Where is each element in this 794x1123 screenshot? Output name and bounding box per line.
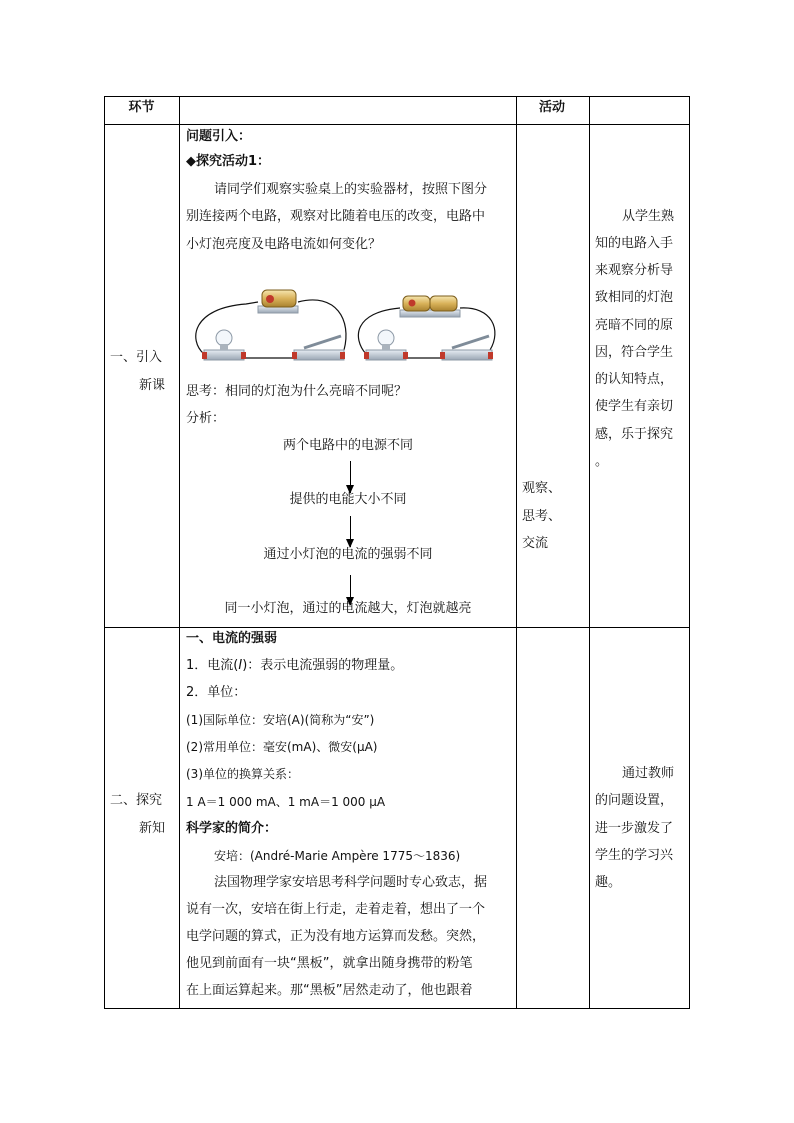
flow-step-3: 通过小灯泡的电流的强弱不同 <box>263 547 433 562</box>
switch-icon <box>452 336 489 348</box>
row2-intent-line2: 的问题设置， <box>595 793 674 808</box>
header-activity: 活动 <box>538 100 565 115</box>
col-divider-2 <box>516 97 517 1008</box>
circuit-one <box>196 290 346 360</box>
row2-line-conversion-label: (3)单位的换算关系： <box>186 767 299 781</box>
row2-line-conversion: 1 A＝1 000 mA、1 mA＝1 000 μA <box>186 795 386 809</box>
bulb-icon <box>216 330 232 346</box>
row1-para-line1: 请同学们观察实验桌上的实验器材，按照下图分 <box>214 182 488 197</box>
row1-analysis-label: 分析： <box>186 411 226 426</box>
row1-para-line2: 别连接两个电路，观察对比随着电压的改变，电路中 <box>186 209 486 224</box>
header-stage: 环节 <box>128 100 155 115</box>
row2-intent-line3: 进一步激发了 <box>595 821 674 836</box>
row1-activity-line3: 交流 <box>522 536 549 551</box>
row2-line-current <box>186 657 403 675</box>
circuit-diagrams <box>186 280 506 372</box>
circuit-two <box>358 296 495 360</box>
row2-heading: 一、电流的强弱 <box>186 631 278 646</box>
row1-intent-line9: 感，乐于探究 <box>595 427 674 442</box>
row2-story-line3: 电学问题的算式，正为没有地方运算而发愁。突然， <box>186 929 486 944</box>
row-divider <box>105 627 689 628</box>
row2-line-si-unit: (1)国际单位：安培(A)(简称为“安”) <box>186 713 375 727</box>
row1-stage-line2: 新课 <box>139 378 166 393</box>
row1-activity-line1: 观察、 <box>522 481 562 496</box>
flow-step-4: 同一小灯泡，通过的电流越大，灯泡就越亮 <box>224 601 472 616</box>
row1-activity-heading: ◆探究活动1： <box>186 154 271 169</box>
row2-stage-line1: 二、探究 <box>110 793 163 808</box>
row2-story-line5: 在上面运算起来。那“黑板”居然走动了，他也跟着 <box>186 983 473 998</box>
row2-story-line4: 他见到前面有一块“黑板”，就拿出随身携带的粉笔 <box>186 956 473 971</box>
row2-line-common-unit: (2)常用单位：毫安(mA)、微安(μA) <box>186 740 378 754</box>
row1-intent-line2: 知的电路入手 <box>595 236 674 251</box>
battery-icon <box>430 296 457 311</box>
row1-intent-line10: 。 <box>595 454 609 469</box>
row2-stage-line2: 新知 <box>139 821 166 836</box>
row1-intent-line8: 使学生有亲切 <box>595 399 674 414</box>
battery-icon <box>403 296 430 311</box>
row1-intent-line6: 因，符合学生 <box>595 345 674 360</box>
row1-intent-line5: 亮暗不同的原 <box>595 318 674 333</box>
row1-question: 思考：相同的灯泡为什么亮暗不同呢？ <box>186 384 408 399</box>
row2-scientist-name: 安培：(André-Marie Ampère 1775～1836) <box>214 849 461 863</box>
row1-stage-line1: 一、引入 <box>110 350 163 365</box>
down-arrow-icon <box>350 461 351 493</box>
row2-line-units: 2．单位： <box>186 685 247 700</box>
col-divider-3 <box>589 97 590 1008</box>
row2-intent-line4: 学生的学习兴 <box>595 848 674 863</box>
header-divider <box>105 124 689 125</box>
row2-intent-line1: 通过教师 <box>622 766 675 781</box>
row2-intent-line5: 趣。 <box>595 875 622 890</box>
flow-step-2: 提供的电能大小不同 <box>289 492 407 507</box>
row2-scientist-heading: 科学家的简介： <box>186 821 278 836</box>
row1-title: 问题引入： <box>186 129 252 144</box>
row1-intent-line7: 的认知特点， <box>595 372 674 387</box>
row1-intent-line4: 致相同的灯泡 <box>595 290 674 305</box>
current-symbol: I <box>238 658 243 673</box>
row2-story-line1: 法国物理学家安培思考科学问题时专心致志，据 <box>214 875 488 890</box>
row1-activity-line2: 思考、 <box>522 509 562 524</box>
current-def-text: )：表示电流强弱的物理量。 <box>242 658 404 673</box>
current-def-prefix: 1．电流( <box>186 658 239 673</box>
bulb-icon <box>378 330 394 346</box>
row1-para-line3: 小灯泡亮度及电路电流如何变化？ <box>186 237 382 252</box>
down-arrow-icon <box>350 516 351 547</box>
switch-icon <box>304 336 341 348</box>
row1-intent-line3: 来观察分析导 <box>595 263 674 278</box>
row2-story-line2: 说有一次，安培在街上行走，走着走着，想出了一个 <box>186 902 486 917</box>
flow-step-1: 两个电路中的电源不同 <box>282 438 413 453</box>
row1-intent-line1: 从学生熟 <box>622 209 675 224</box>
